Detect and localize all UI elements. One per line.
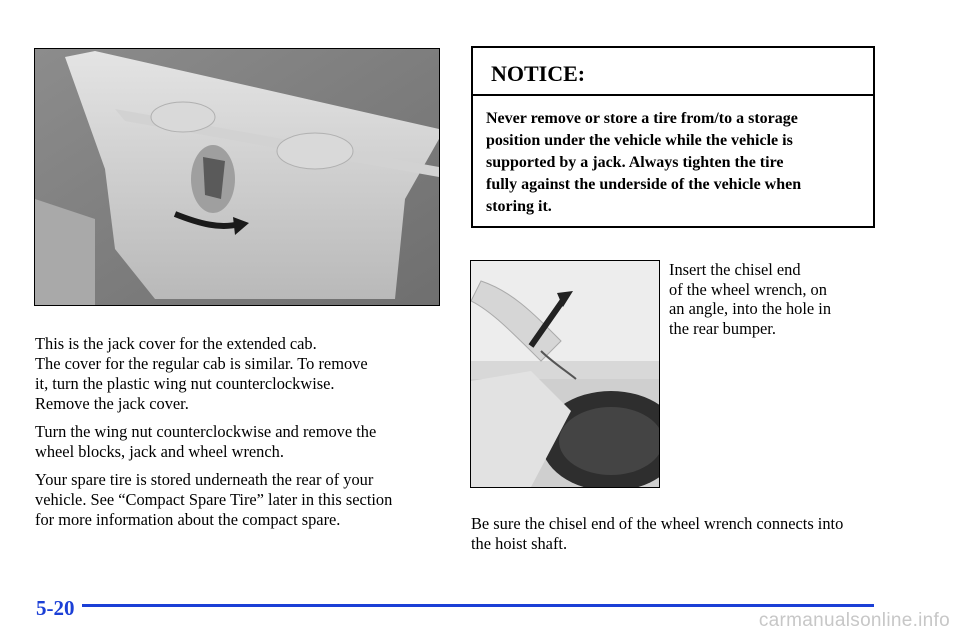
spare-tire-paragraph: Your spare tire is stored underneath the rear of your vehicle. See “Compact Spare Tire” later in this section for more information about the compact spare. <box>35 470 393 529</box>
watermark: carmanualsonline.info <box>758 610 950 631</box>
notice-title: NOTICE: <box>473 48 873 96</box>
hoist-shaft-caption: Be sure the chisel end of the wheel wrench connects into the hoist shaft. <box>471 514 844 553</box>
page-number: 5-20 <box>36 596 75 620</box>
wheel-wrench-photo <box>470 260 660 488</box>
notice-box <box>471 46 875 228</box>
wrench-caption: Insert the chisel end of the wheel wrench, on an angle, into the hole in the rear bumper. <box>669 260 832 338</box>
notice-body: Never remove or store a tire from/to a storage position under the vehicle while the vehicle is supported by a jack. Always tighten the tire fully against the underside of the vehicle when storing it. <box>486 110 802 215</box>
wing-nut-paragraph: Turn the wing nut counterclockwise and remove the wheel blocks, jack and wheel wrench. <box>35 422 377 461</box>
footer-rule <box>82 604 874 607</box>
jack-cover-paragraph: This is the jack cover for the extended cab. The cover for the regular cab is similar. To remove it, turn the plastic wing nut counterclockwise. Remove the jack cover. <box>35 334 368 413</box>
left-column-text <box>35 334 435 538</box>
jack-cover-photo <box>34 48 440 306</box>
